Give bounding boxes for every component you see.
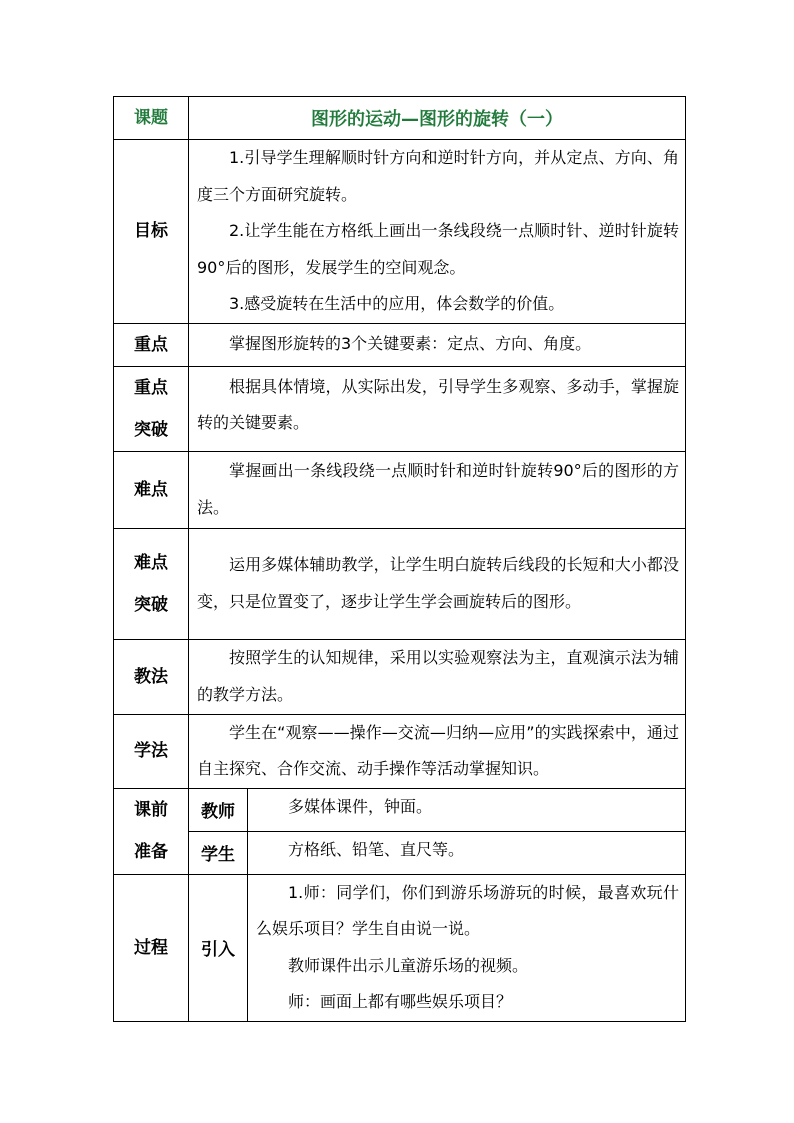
key-breakthrough-text: 根据具体情境，从实际出发，引导学生多观察、多动手，掌握旋转的关键要素。 (197, 376, 679, 432)
key-breakthrough-label-line1: 重点 (134, 377, 168, 398)
goal-item: 2.让学生能在方格纸上画出一条线段绕一点顺时针、逆时针旋转90°后的图形，发展学生的空间观念。 (197, 221, 679, 277)
row-prep-student (114, 831, 686, 874)
preparation-label-line1: 课前 (134, 800, 168, 820)
goal-item: 1.引导学生理解顺时针方向和逆时针方向，并从定点、方向、角度三个方面研究旋转。 (197, 148, 679, 204)
preparation-label (114, 788, 189, 874)
goal-item: 3.感受旋转在生活中的应用，体会数学的价值。 (229, 294, 565, 313)
learning-method-label: 学法 (114, 714, 189, 788)
goals-label: 目标 (114, 140, 189, 324)
learning-method-text: 学生在“观察——操作—交流—归纳—应用”的实践探索中，通过自主探究、合作交流、动手操作等活动掌握知识。 (197, 722, 679, 778)
student-prep-content (248, 831, 686, 874)
row-difficulty (114, 451, 686, 528)
teaching-method-content (189, 639, 686, 714)
difficulty-text: 掌握画出一条线段绕一点顺时针和逆时针旋转90°后的图形的方法。 (197, 461, 679, 517)
process-line: 教师课件出示儿童游乐场的视频。 (288, 955, 529, 975)
row-difficulty-breakthrough (114, 528, 686, 639)
key-point-label: 重点 (114, 323, 189, 366)
row-key-point (114, 323, 686, 366)
difficulty-breakthrough-content (189, 528, 686, 639)
key-point-content (189, 323, 686, 366)
topic-label: 课题 (114, 97, 189, 140)
difficulty-content (189, 451, 686, 528)
difficulty-breakthrough-label-line2: 突破 (134, 594, 168, 615)
process-line: 1.师：同学们，你们到游乐场游玩的时候，最喜欢玩什么娱乐项目？学生自由说一说。 (256, 882, 679, 938)
row-topic (114, 97, 686, 140)
lesson-title: 图形的运动—图形的旋转（一） (189, 97, 686, 140)
row-process (114, 874, 686, 1021)
student-label: 学生 (189, 831, 248, 874)
key-breakthrough-label (114, 366, 189, 451)
student-prep-text: 方格纸、铅笔、直尺等。 (288, 839, 465, 859)
key-point-text: 掌握图形旋转的3个关键要素：定点、方向、角度。 (229, 334, 592, 354)
intro-label: 引入 (189, 874, 248, 1021)
difficulty-breakthrough-text: 运用多媒体辅助教学，让学生明白旋转后线段的长短和大小都没变，只是位置变了，逐步让学生学会画旋转后的图形。 (197, 555, 679, 611)
difficulty-breakthrough-label-line1: 难点 (134, 552, 168, 573)
difficulty-label: 难点 (114, 451, 189, 528)
lesson-plan-table (113, 96, 686, 1022)
learning-method-content (189, 714, 686, 788)
teacher-prep-content (248, 788, 686, 831)
goals-content (189, 140, 686, 324)
row-teaching-method (114, 639, 686, 714)
key-breakthrough-label-line2: 突破 (134, 419, 168, 440)
process-label: 过程 (114, 874, 189, 1021)
row-key-breakthrough (114, 366, 686, 451)
row-prep-teacher (114, 788, 686, 831)
row-goals (114, 140, 686, 324)
preparation-label-line2: 准备 (134, 842, 168, 862)
teacher-label: 教师 (189, 788, 248, 831)
teaching-method-text: 按照学生的认知规律，采用以实验观察法为主，直观演示法为辅的教学方法。 (197, 648, 679, 704)
teaching-method-label: 教法 (114, 639, 189, 714)
row-learning-method (114, 714, 686, 788)
teacher-prep-text: 多媒体课件，钟面。 (288, 796, 433, 816)
difficulty-breakthrough-label (114, 528, 189, 639)
key-breakthrough-content (189, 366, 686, 451)
process-content (248, 874, 686, 1021)
process-line: 师：画面上都有哪些娱乐项目？ (288, 992, 513, 1011)
